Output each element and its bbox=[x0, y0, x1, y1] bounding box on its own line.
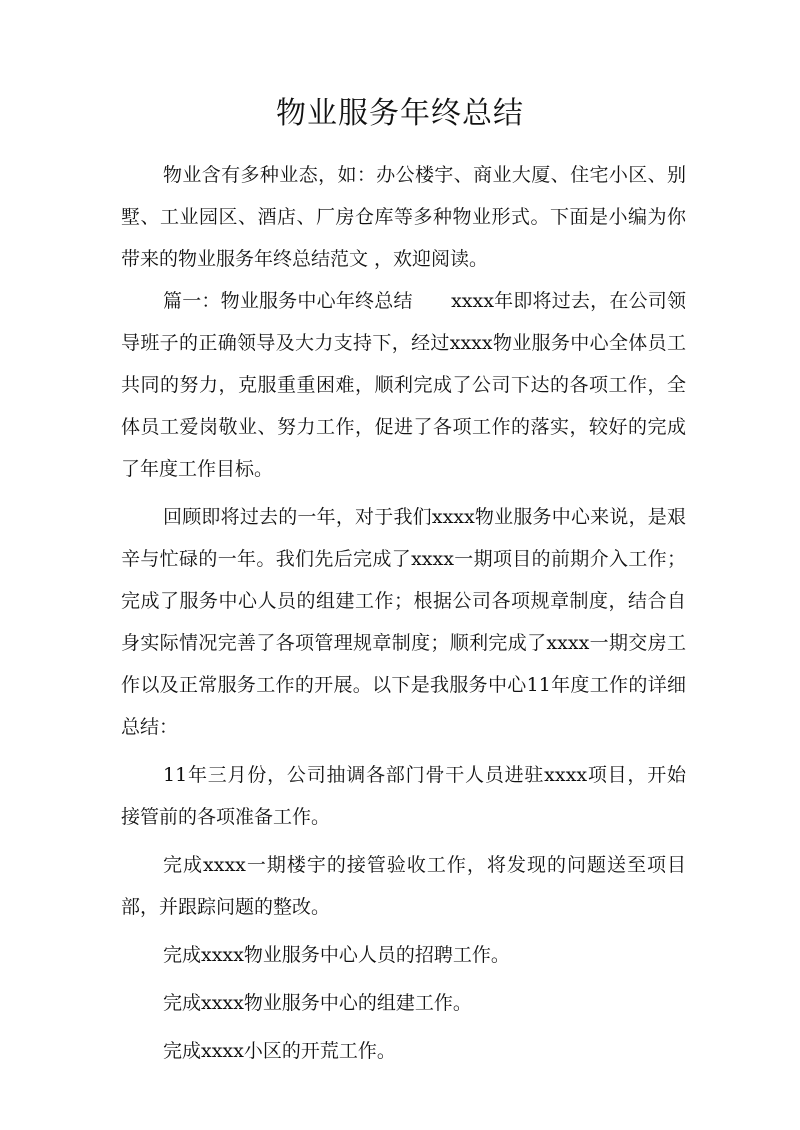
paragraph: 完成xxxx物业服务中心人员的招聘工作。 bbox=[163, 944, 510, 966]
paragraph: 完成xxxx一期楼宇的接管验收工作，将发现的问题送至项目部，并跟踪问题的整改。 bbox=[121, 854, 686, 918]
paragraph: 11年三月份，公司抽调各部门骨干人员进驻xxxx项目，开始接管前的各项准备工作。 bbox=[121, 764, 686, 828]
document-body bbox=[121, 154, 686, 1078]
paragraph: 完成xxxx物业服务中心的组建工作。 bbox=[163, 992, 472, 1014]
paragraph: 完成xxxx小区的开荒工作。 bbox=[163, 1040, 396, 1062]
paragraph: 回顾即将过去的一年，对于我们xxxx物业服务中心来说，是艰辛与忙碌的一年。我们先后完成了xxxx一期项目的前期介入工作；完成了服务中心人员的组建工作；根据公司各项规章制度，结合自身实际情况完善了各项管理规章制度；顺利完成了xxxx一期交房工作以及正常服务工作的开展。以下是我服务中心11年度工作的详细总结： bbox=[121, 506, 686, 738]
document-title: 物业服务年终总结 bbox=[276, 96, 524, 131]
paragraph: 物业含有多种业态，如：办公楼宇、商业大厦、住宅小区、别墅、工业园区、酒店、厂房仓库等多种物业形式。下面是小编为你带来的物业服务年终总结范文 ，欢迎阅读。 bbox=[121, 164, 686, 270]
paragraph: 篇一：物业服务中心年终总结 xxxx年即将过去，在公司领导班子的正确领导及大力支持下，经过xxxx物业服务中心全体员工共同的努力，克服重重困难，顺利完成了公司下达的各项工作，全体员工爱岗敬业、努力工作，促进了各项工作的落实，较好的完成了年度工作目标。 bbox=[121, 290, 686, 480]
